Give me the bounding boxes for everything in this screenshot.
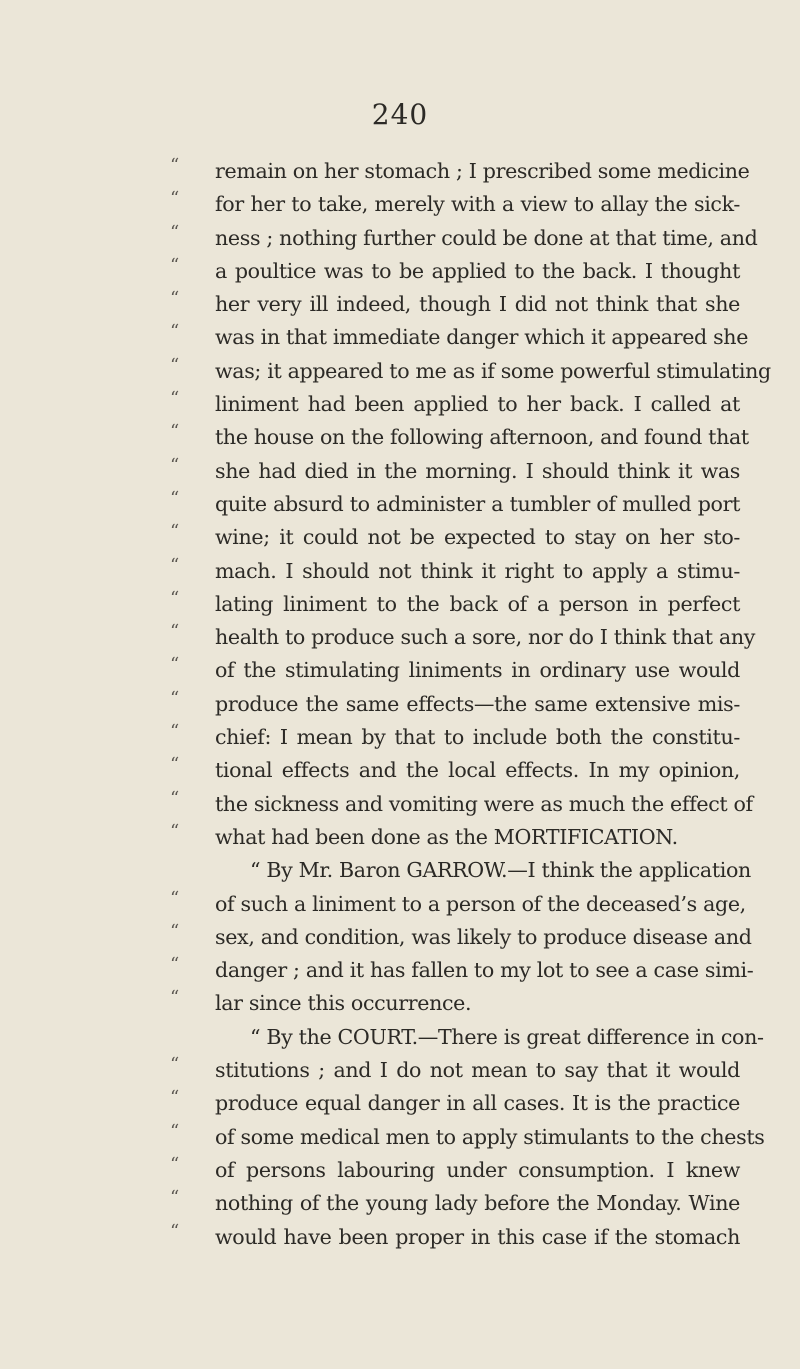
- text-line: [0, 1021, 800, 1054]
- text-line: [0, 388, 800, 421]
- margin-quote-mark: “: [170, 1087, 179, 1109]
- margin-quote-mark: “: [170, 820, 179, 842]
- text-line: [0, 654, 800, 687]
- margin-quote-mark: “: [170, 1220, 179, 1242]
- text-line: [0, 1187, 800, 1220]
- text-line: [0, 555, 800, 588]
- line-text: lar since this occurrence.: [215, 991, 472, 1016]
- text-line: [0, 288, 800, 321]
- margin-quote-mark: “: [170, 587, 179, 609]
- text-line: [0, 721, 800, 754]
- text-line: [0, 821, 800, 854]
- margin-quote-mark: “: [170, 254, 179, 276]
- line-text: produce the same effects—the same extensive mis-: [215, 691, 740, 716]
- line-text: health to produce such a sore, nor do I think that any: [215, 625, 756, 650]
- margin-quote-mark: “: [170, 954, 179, 976]
- margin-quote-mark: “: [170, 155, 179, 176]
- margin-quote-mark: “: [170, 887, 179, 909]
- text-line: [0, 588, 800, 621]
- text-line: [0, 1087, 800, 1120]
- text-line: [0, 688, 800, 721]
- margin-quote-mark: “: [170, 421, 179, 443]
- line-text: nothing of the young lady before the Monday. Wine: [215, 1191, 740, 1216]
- line-text: lating liniment to the back of a person in perfect: [215, 591, 740, 616]
- text-line: [0, 1154, 800, 1187]
- line-text: of persons labouring under consumption. I knew: [215, 1157, 740, 1182]
- margin-quote-mark: “: [170, 654, 179, 676]
- line-text: the sickness and vomiting were as much the effect of: [215, 791, 753, 816]
- text-line: [0, 521, 800, 554]
- line-text: was in that immediate danger which it appeared she: [215, 325, 749, 350]
- line-text: was; it appeared to me as if some powerful stimulating: [215, 358, 771, 383]
- margin-quote-mark: “: [170, 721, 179, 743]
- margin-quote-mark: “: [170, 621, 179, 643]
- text-line: [0, 321, 800, 354]
- margin-quote-mark: “: [170, 554, 179, 576]
- text-line: [0, 188, 800, 221]
- text-line: [0, 255, 800, 288]
- margin-quote-mark: “: [170, 1054, 179, 1076]
- margin-quote-mark: “: [170, 188, 179, 210]
- line-text: remain on her stomach ; I prescribed some medicine: [215, 159, 750, 183]
- margin-quote-mark: “: [170, 1120, 179, 1142]
- text-line: [0, 788, 800, 821]
- text-line: [0, 954, 800, 987]
- line-text: sex, and condition, was likely to produce disease and: [215, 924, 752, 949]
- text-line: [0, 854, 800, 887]
- line-text: danger ; and it has fallen to my lot to see a case simi-: [215, 958, 754, 983]
- line-text: of such a liniment to a person of the deceased’s age,: [215, 891, 746, 916]
- line-text: quite absurd to administer a tumbler of mulled port: [215, 491, 740, 516]
- line-text: for her to take, merely with a view to allay the sick-: [215, 192, 740, 217]
- line-text: produce equal danger in all cases. It is the practice: [215, 1091, 740, 1116]
- line-text: liniment had been applied to her back. I called at: [215, 392, 740, 417]
- margin-quote-mark: “: [170, 920, 179, 942]
- text-line: [0, 1054, 800, 1087]
- margin-quote-mark: “: [170, 754, 179, 776]
- margin-quote-mark: “: [170, 288, 179, 310]
- text-line: [0, 421, 800, 454]
- margin-quote-mark: “: [170, 987, 179, 1009]
- margin-quote-mark: “: [170, 354, 179, 376]
- page-number: 240: [371, 98, 429, 131]
- margin-quote-mark: “: [170, 1187, 179, 1209]
- page-body: [0, 155, 800, 1254]
- line-text: “ By Mr. Baron GARROW.—I think the application: [250, 858, 751, 883]
- text-line: [0, 1121, 800, 1154]
- text-line: [0, 1221, 800, 1254]
- text-line: [0, 754, 800, 787]
- text-line: [0, 222, 800, 255]
- margin-quote-mark: “: [170, 521, 179, 543]
- text-line: [0, 455, 800, 488]
- text-line: [0, 355, 800, 388]
- line-text: the house on the following afternoon, and found that: [215, 425, 749, 450]
- margin-quote-mark: “: [170, 221, 179, 243]
- line-text: “ By the COURT.—There is great difference in con-: [250, 1024, 764, 1049]
- text-line: [0, 155, 800, 188]
- margin-quote-mark: “: [170, 454, 179, 476]
- margin-quote-mark: “: [170, 487, 179, 509]
- line-text: what had been done as the MORTIFICATION.: [215, 824, 678, 849]
- line-text: tional effects and the local effects. In my opinion,: [215, 758, 740, 783]
- line-text: would have been proper in this case if the stomach: [215, 1224, 740, 1249]
- line-text: of the stimulating liniments in ordinary use would: [215, 658, 740, 683]
- margin-quote-mark: “: [170, 1153, 179, 1175]
- line-text: stitutions ; and I do not mean to say that it would: [215, 1058, 740, 1083]
- margin-quote-mark: “: [170, 388, 179, 410]
- line-text: she had died in the morning. I should think it was: [215, 458, 740, 483]
- margin-quote-mark: “: [170, 787, 179, 809]
- margin-quote-mark: “: [170, 321, 179, 343]
- margin-quote-mark: “: [170, 687, 179, 709]
- text-line: [0, 488, 800, 521]
- text-line: [0, 987, 800, 1020]
- line-text: ness ; nothing further could be done at that time, and: [215, 225, 758, 250]
- line-text: a poultice was to be applied to the back. I thought: [215, 258, 740, 283]
- line-text: mach. I should not think it right to apply a stimu-: [215, 558, 740, 583]
- text-line: [0, 921, 800, 954]
- line-text: her very ill indeed, though I did not think that she: [215, 292, 740, 317]
- line-text: wine; it could not be expected to stay on her sto-: [215, 525, 740, 550]
- line-text: chief: I mean by that to include both the constitu-: [215, 725, 740, 750]
- text-line: [0, 621, 800, 654]
- line-text: of some medical men to apply stimulants to the chests: [215, 1124, 765, 1149]
- text-line: [0, 888, 800, 921]
